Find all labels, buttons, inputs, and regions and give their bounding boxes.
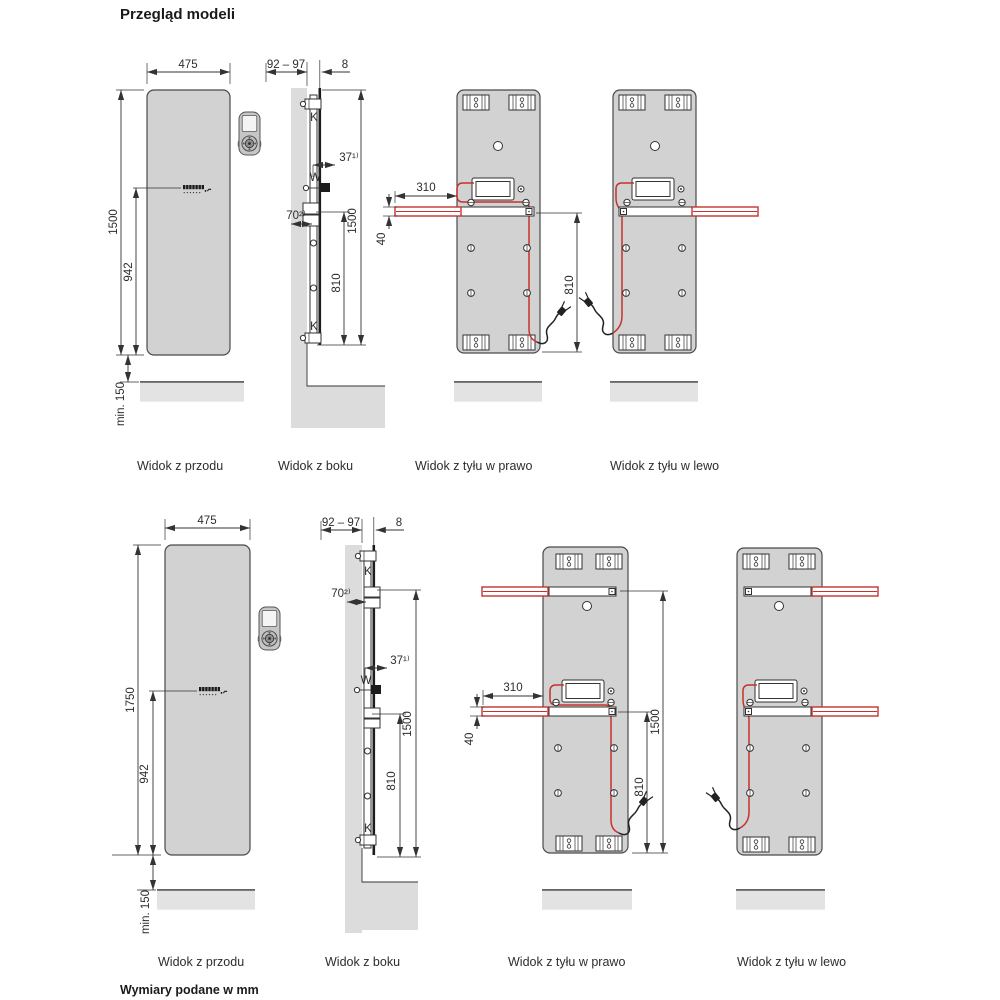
fix-hole	[679, 245, 686, 252]
mount-bracket	[463, 335, 489, 350]
remote-control	[238, 112, 261, 155]
dim-label: 475	[197, 515, 217, 527]
screw	[518, 186, 524, 192]
cable-clip	[608, 699, 614, 705]
dim-bar-height	[372, 714, 406, 857]
fix-hole	[623, 290, 630, 297]
mount-bracket	[509, 95, 535, 110]
floor	[454, 383, 542, 402]
towel-bar-extended	[482, 707, 548, 716]
towel-bar	[744, 707, 811, 716]
screw	[801, 688, 807, 694]
dim-bar-length	[395, 182, 457, 203]
power-cable	[591, 305, 613, 335]
cable-clip	[523, 199, 529, 205]
connection-label: W	[309, 172, 321, 184]
row1-side-view	[266, 59, 385, 428]
fix-hole	[747, 790, 754, 797]
caption-row2-front: Widok z przodu	[158, 955, 245, 969]
dim-width	[165, 515, 250, 540]
connection-label: W	[360, 675, 372, 687]
fix-hole	[524, 245, 531, 252]
dim-label: 92 – 97	[321, 517, 361, 529]
radiator-panel	[165, 545, 250, 855]
bar-end	[609, 589, 615, 595]
floor	[362, 882, 418, 930]
row1-rear-left-view	[579, 90, 758, 402]
fix-hole	[611, 790, 618, 797]
dim-label: 1500	[347, 208, 359, 234]
dim-height	[317, 90, 366, 345]
dim-floor-clearance	[115, 355, 139, 426]
caption-row2-rear-left: Widok z tyłu w lewo	[737, 955, 847, 969]
towel-bar	[461, 207, 534, 216]
dim-label: 92 – 97	[266, 59, 306, 71]
towel-bar-extended	[395, 207, 461, 216]
towel-bar-upper	[549, 587, 616, 596]
hanger-hole	[494, 142, 503, 151]
dim-label: 942	[139, 764, 151, 784]
dim-label: 1750	[125, 687, 137, 713]
dim-label: 37¹⁾	[390, 655, 410, 667]
dim-label: 810	[386, 771, 398, 791]
screw	[678, 186, 684, 192]
wall	[345, 545, 362, 933]
mount-bracket	[596, 554, 622, 569]
towel-bar-upper-extended	[482, 587, 548, 596]
row1-front-view	[108, 59, 261, 426]
cable-clip	[802, 699, 808, 705]
caption-row2-rear-right: Widok z tyłu w prawo	[508, 955, 626, 969]
dim-label: 70²⁾	[331, 588, 351, 600]
remote-control	[258, 607, 281, 650]
fix-hole	[623, 245, 630, 252]
dim-bar-offset	[376, 194, 397, 245]
mount-bracket	[789, 554, 815, 569]
dim-label: 8	[395, 517, 403, 529]
mount-bracket	[789, 837, 815, 852]
dim-floor-clearance	[137, 855, 156, 934]
fix-hole	[555, 745, 562, 752]
dim-label: min. 150	[115, 381, 127, 427]
radiator-panel-rear	[457, 90, 540, 353]
mount-bracket	[596, 836, 622, 851]
fix-hole	[803, 745, 810, 752]
caption-row1-side: Widok z boku	[278, 459, 354, 473]
radiator-panel	[147, 90, 230, 355]
dim-label: 8	[341, 59, 349, 71]
screw	[608, 688, 614, 694]
bar-end	[609, 709, 615, 715]
dim-37	[365, 654, 410, 680]
dim-height	[108, 90, 144, 355]
towel-bar-extended	[812, 707, 878, 716]
radiator-panel-rear	[613, 90, 696, 353]
caption-row1-front: Widok z przodu	[137, 459, 224, 473]
mount-bracket	[619, 335, 645, 350]
bracket-label: K	[364, 823, 372, 835]
mount-bracket	[556, 554, 582, 569]
towel-bar-upper-extended	[812, 587, 878, 596]
floor	[610, 383, 698, 402]
floor	[140, 383, 244, 402]
towel-bar-upper	[744, 587, 811, 596]
fix-hole	[747, 745, 754, 752]
dim-height	[112, 545, 161, 855]
mount-bracket	[463, 95, 489, 110]
fix-hole	[524, 290, 531, 297]
dim-label: 942	[123, 262, 135, 282]
bracket-label: K	[310, 321, 318, 333]
bracket-label: K	[364, 566, 372, 578]
mount-bracket	[665, 335, 691, 350]
caption-row1-rear-left: Widok z tyłu w lewo	[610, 459, 720, 473]
dim-label: 1500	[108, 209, 120, 235]
caption-row1-rear-right: Widok z tyłu w prawo	[415, 459, 533, 473]
dim-label: 40	[464, 732, 476, 746]
mount-bracket	[619, 95, 645, 110]
dim-label: 70²⁾	[286, 210, 306, 222]
dim-label: 1500	[402, 711, 414, 737]
fix-hole	[803, 790, 810, 797]
row2-rear-left-view	[706, 548, 878, 910]
row2-front-view	[112, 515, 281, 934]
fix-hole	[679, 290, 686, 297]
mount-bracket	[743, 554, 769, 569]
hanger-hole	[651, 142, 660, 151]
mount-bracket	[743, 837, 769, 852]
dim-height	[377, 590, 421, 857]
dim-panel-thickness	[320, 59, 350, 88]
towel-bar-extended	[692, 207, 758, 216]
dim-label: 810	[331, 273, 343, 293]
floor	[736, 891, 825, 910]
dim-bar-length	[483, 682, 543, 705]
cable-clip	[624, 199, 630, 205]
row1-rear-right-view	[376, 90, 582, 402]
floor	[157, 891, 255, 910]
cable-clip	[679, 199, 685, 205]
dim-bar-offset	[464, 694, 484, 745]
fix-hole	[468, 290, 475, 297]
mount-bracket	[556, 836, 582, 851]
mount-bracket	[665, 95, 691, 110]
dim-label: 310	[503, 682, 523, 694]
dim-label: 810	[564, 275, 576, 295]
dim-label: 37¹⁾	[339, 152, 359, 164]
floor	[542, 891, 632, 910]
wall	[291, 88, 307, 428]
dim-label: 40	[376, 232, 388, 246]
towel-bar	[549, 707, 616, 716]
dim-label: 1500	[650, 709, 662, 735]
bar-end	[621, 209, 627, 215]
dim-label: 475	[178, 59, 198, 71]
caption-row2-side: Widok z boku	[325, 955, 401, 969]
cable-clip	[747, 699, 753, 705]
hanger-hole	[775, 602, 784, 611]
towel-bar	[619, 207, 692, 216]
dim-wall-distance	[321, 517, 362, 543]
page-title: Przegląd modeli	[120, 6, 236, 23]
fix-hole	[611, 745, 618, 752]
floor	[307, 386, 385, 428]
bar-end	[746, 589, 752, 595]
bracket-label: K	[310, 112, 318, 124]
dim-width	[147, 59, 230, 84]
bar-end	[746, 709, 752, 715]
dim-panel-thickness	[374, 517, 404, 545]
cable-clip	[468, 199, 474, 205]
dim-label: 810	[634, 777, 646, 797]
row2-rear-right-view	[464, 547, 668, 910]
fix-hole	[468, 245, 475, 252]
footer-note: Wymiary podane w mm	[120, 983, 259, 997]
row2-side-view	[321, 517, 421, 933]
dim-label: 310	[416, 182, 436, 194]
bar-end	[526, 209, 532, 215]
dim-wall-distance	[266, 59, 307, 86]
fix-hole	[555, 790, 562, 797]
dim-bar-height	[536, 213, 582, 352]
hanger-hole	[583, 602, 592, 611]
cable-clip	[553, 699, 559, 705]
dim-label: min. 150	[140, 889, 152, 935]
